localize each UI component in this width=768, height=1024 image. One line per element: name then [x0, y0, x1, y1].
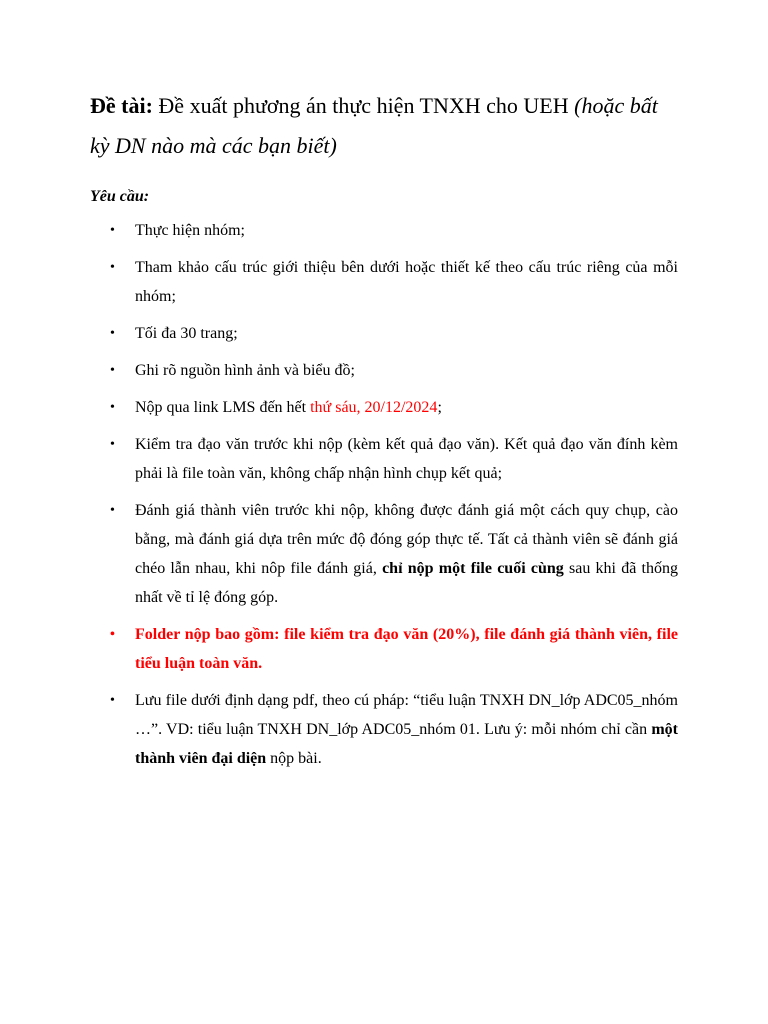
requirement-item: [90, 216, 678, 245]
requirement-emphasis: chỉ nộp một file cuối cùng: [382, 560, 564, 577]
requirement-emphasis: một thành viên đại diện: [135, 721, 678, 767]
requirement-item: [90, 393, 678, 422]
requirement-text: Lưu file dưới định dạng pdf, theo cú pháp: “tiểu luận TNXH DN_lớp ADC05_nhóm …”. VD: tiểu luận TNXH DN_lớp ADC05_nhóm 01. Lưu ý: mỗi nhóm chỉ cần: [135, 692, 678, 738]
requirements-list: [90, 216, 678, 773]
bullet-icon: •: [110, 326, 115, 341]
deadline-date: thứ sáu, 20/12/2024: [310, 399, 438, 416]
requirements-heading: Yêu cầu:: [90, 188, 150, 205]
requirement-text: Tham khảo cấu trúc giới thiệu bên dưới hoặc thiết kế theo cấu trúc riêng của mỗi nhóm;: [135, 259, 678, 305]
requirement-text-end: ;: [437, 399, 442, 416]
title-label: Đề tài:: [90, 93, 153, 118]
requirement-item-highlighted: [90, 620, 678, 678]
requirement-text-end: sau khi đã thống nhất về tỉ lệ đóng góp.: [135, 560, 679, 606]
bullet-icon: •: [110, 437, 115, 452]
title-aside: (hoặc bất kỳ DN nào mà các bạn biết): [90, 93, 658, 158]
bullet-icon: •: [110, 627, 115, 642]
requirement-item: [90, 253, 678, 311]
requirement-text: Folder nộp bao gồm: file kiểm tra đạo văn (20%), file đánh giá thành viên, file tiểu luận toàn văn.: [135, 626, 678, 672]
requirement-text: Kiểm tra đạo văn trước khi nộp (kèm kết quả đạo văn). Kết quả đạo văn đính kèm phải là file toàn văn, không chấp nhận hình chụp kết quả;: [135, 436, 678, 482]
requirement-text: Tối đa 30 trang;: [135, 325, 238, 342]
bullet-icon: •: [110, 260, 115, 275]
title-text: Đề xuất phương án thực hiện TNXH cho UEH: [152, 93, 575, 118]
document-title: [90, 86, 678, 166]
bullet-icon: •: [110, 693, 115, 708]
requirement-item: [90, 430, 678, 488]
requirement-item: [90, 356, 678, 385]
bullet-icon: •: [110, 503, 115, 518]
requirement-text: Thực hiện nhóm;: [135, 222, 245, 239]
bullet-icon: •: [110, 223, 115, 238]
requirement-text-end: nộp bài.: [266, 750, 322, 767]
requirement-item: [90, 496, 678, 612]
document-page: [90, 86, 678, 773]
requirement-text: Đánh giá thành viên trước khi nộp, không được đánh giá một cách quy chụp, cào bằng, mà đánh giá dựa trên mức độ đóng góp thực tế. Tất cả thành viên sẽ đánh giá chéo lẫn nhau, khi nôp file đánh giá,: [135, 502, 678, 577]
requirement-item: [90, 686, 678, 773]
requirement-item: [90, 319, 678, 348]
requirement-text: Ghi rõ nguồn hình ảnh và biểu đồ;: [135, 362, 355, 379]
bullet-icon: •: [110, 400, 115, 415]
requirement-text: Nộp qua link LMS đến hết: [135, 399, 311, 416]
bullet-icon: •: [110, 363, 115, 378]
